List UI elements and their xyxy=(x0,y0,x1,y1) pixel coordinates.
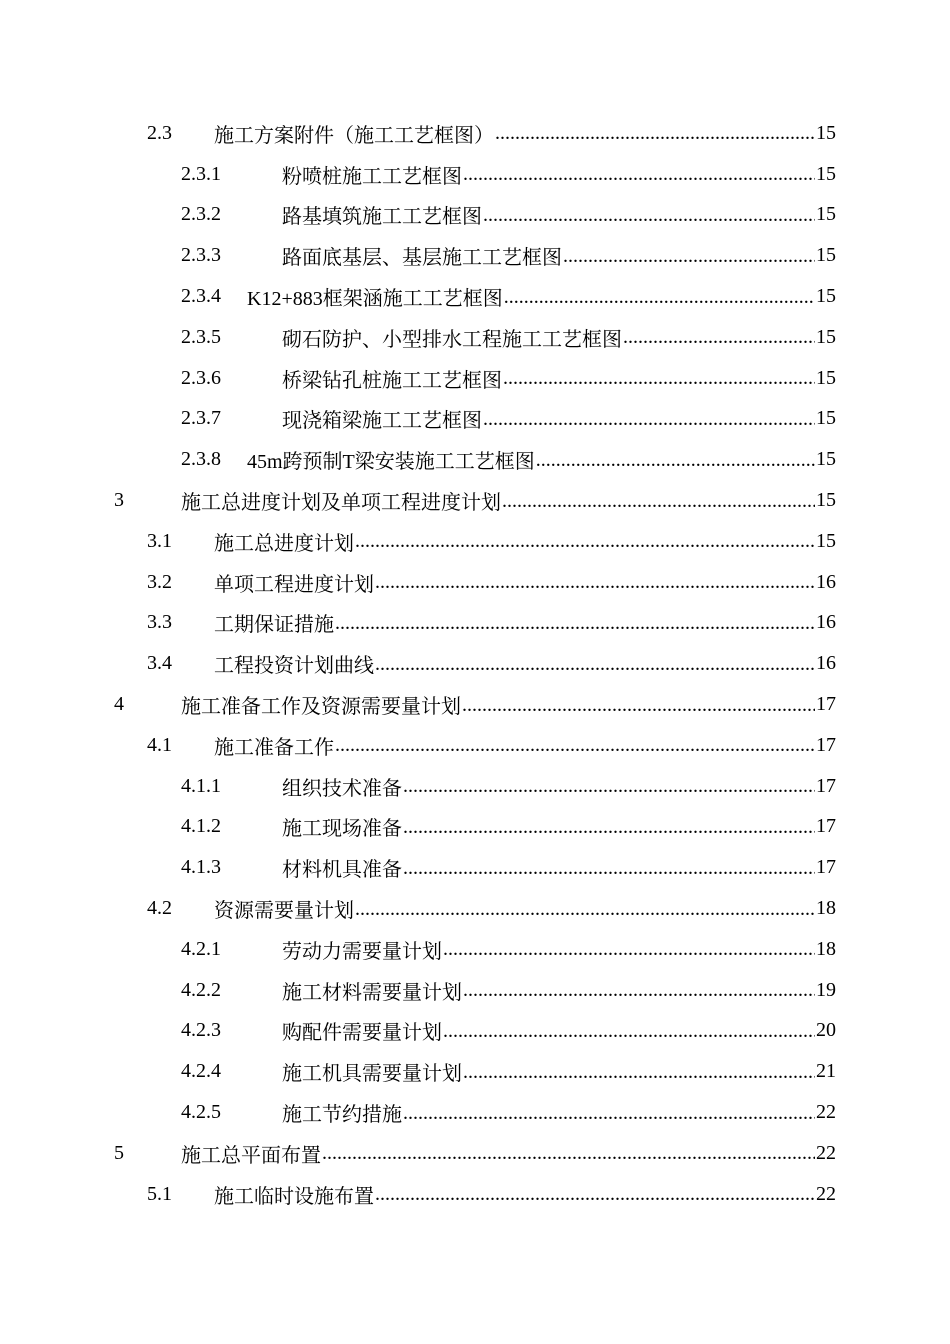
toc-entry-body xyxy=(282,935,836,964)
toc-entry-number: 2.3.2 xyxy=(181,203,221,226)
dot-leader xyxy=(463,1060,815,1084)
dot-leader xyxy=(463,162,815,186)
toc-entry[interactable] xyxy=(0,480,950,521)
toc-entry-page: 17 xyxy=(816,774,836,797)
dot-leader xyxy=(403,1101,815,1125)
toc-entry-body xyxy=(214,527,836,556)
toc-entry-title: 材料机具准备 xyxy=(282,859,402,882)
dot-leader xyxy=(355,529,815,553)
toc-entry-title: 路基填筑施工工艺框图 xyxy=(282,206,482,229)
toc-entry-number: 4.2.3 xyxy=(181,1019,221,1042)
toc-entry-page: 15 xyxy=(816,162,836,185)
toc-entry-title: 施工现场准备 xyxy=(282,818,402,841)
dot-leader xyxy=(503,366,815,390)
toc-entry-title: 施工总进度计划及单项工程进度计划 xyxy=(181,492,501,515)
toc-entry-title: 工程投资计划曲线 xyxy=(214,655,374,678)
toc-entry-page: 15 xyxy=(816,529,836,552)
toc-entry-page: 15 xyxy=(816,285,836,308)
toc-entry-title: 施工材料需要量计划 xyxy=(282,981,462,1004)
toc-entry[interactable] xyxy=(0,521,950,562)
toc-entry-number: 4.2 xyxy=(147,897,172,920)
table-of-contents xyxy=(0,113,950,1215)
toc-entry[interactable] xyxy=(0,154,950,195)
toc-entry-number: 3.1 xyxy=(147,529,172,552)
toc-entry-number: 3.4 xyxy=(147,652,172,675)
toc-entry-number: 4.1 xyxy=(147,733,172,756)
toc-entry-page: 17 xyxy=(816,733,836,756)
toc-entry-body xyxy=(282,323,836,352)
toc-entry-number: 2.3 xyxy=(147,121,172,144)
toc-entry-title: 组织技术准备 xyxy=(282,777,402,800)
toc-entry-page: 21 xyxy=(816,1060,836,1083)
toc-entry-body xyxy=(282,853,836,882)
toc-entry-number: 3 xyxy=(114,489,124,512)
toc-entry[interactable] xyxy=(0,562,950,603)
toc-entry-page: 15 xyxy=(816,489,836,512)
toc-entry-body xyxy=(214,649,836,678)
toc-entry-title: 现浇箱梁施工工艺框图 xyxy=(282,410,482,433)
toc-entry-title: K12+883框架涵施工工艺框图 xyxy=(247,288,503,311)
toc-entry-number: 4.2.1 xyxy=(181,937,221,960)
toc-entry-body xyxy=(282,160,836,189)
toc-entry-page: 15 xyxy=(816,448,836,471)
toc-entry-title: 施工机具需要量计划 xyxy=(282,1063,462,1086)
toc-entry-body xyxy=(282,241,836,270)
toc-entry-page: 16 xyxy=(816,652,836,675)
toc-entry-page: 16 xyxy=(816,570,836,593)
toc-entry-page: 18 xyxy=(816,937,836,960)
toc-entry-body xyxy=(282,812,836,841)
toc-entry-page: 17 xyxy=(816,856,836,879)
toc-entry[interactable] xyxy=(0,643,950,684)
toc-entry-body xyxy=(181,1139,836,1168)
dot-leader xyxy=(322,1141,815,1165)
toc-entry-number: 2.3.4 xyxy=(181,285,221,308)
toc-entry-page: 17 xyxy=(816,815,836,838)
toc-entry-number: 2.3.7 xyxy=(181,407,221,430)
toc-entry-title: 桥梁钻孔桩施工工艺框图 xyxy=(282,369,502,392)
dot-leader xyxy=(403,815,815,839)
toc-entry-title: 路面底基层、基层施工工艺框图 xyxy=(282,247,562,270)
toc-entry-body xyxy=(282,1057,836,1086)
toc-entry-title: 施工节约措施 xyxy=(282,1104,402,1127)
dot-leader xyxy=(355,897,815,921)
toc-entry[interactable] xyxy=(0,1051,950,1092)
toc-entry[interactable] xyxy=(0,358,950,399)
toc-entry[interactable] xyxy=(0,725,950,766)
toc-entry-number: 2.3.6 xyxy=(181,366,221,389)
toc-entry-title: 砌石防护、小型排水工程施工工艺框图 xyxy=(282,328,622,351)
toc-entry-page: 15 xyxy=(816,325,836,348)
toc-entry-title: 45m跨预制T梁安装施工工艺框图 xyxy=(247,451,535,474)
toc-entry-title: 粉喷桩施工工艺框图 xyxy=(282,165,462,188)
toc-entry-body xyxy=(247,445,836,474)
toc-entry[interactable] xyxy=(0,807,950,848)
toc-entry-number: 4.1.1 xyxy=(181,774,221,797)
toc-entry[interactable] xyxy=(0,399,950,440)
dot-leader xyxy=(463,978,815,1002)
dot-leader xyxy=(504,285,815,309)
toc-entry-number: 4.1.3 xyxy=(181,856,221,879)
toc-entry-page: 16 xyxy=(816,611,836,634)
toc-entry-number: 5.1 xyxy=(147,1182,172,1205)
toc-entry-title: 资源需要量计划 xyxy=(214,900,354,923)
toc-entry-page: 18 xyxy=(816,897,836,920)
toc-entry-title: 施工总平面布置 xyxy=(181,1144,321,1167)
dot-leader xyxy=(403,856,815,880)
toc-entry-body xyxy=(282,364,836,393)
toc-entry[interactable] xyxy=(0,276,950,317)
toc-entry[interactable] xyxy=(0,1092,950,1133)
toc-entry-page: 19 xyxy=(816,978,836,1001)
toc-entry[interactable] xyxy=(0,113,950,154)
toc-entry-page: 17 xyxy=(816,693,836,716)
toc-entry-body xyxy=(214,568,836,597)
toc-entry-body xyxy=(282,772,836,801)
toc-entry-page: 20 xyxy=(816,1019,836,1042)
toc-entry-page: 22 xyxy=(816,1141,836,1164)
toc-entry-title: 单项工程进度计划 xyxy=(214,573,374,596)
toc-entry-title: 施工总进度计划 xyxy=(214,532,354,555)
toc-entry-title: 施工临时设施布置 xyxy=(214,1185,374,1208)
toc-entry-number: 2.3.1 xyxy=(181,162,221,185)
dot-leader xyxy=(335,733,815,757)
toc-entry[interactable] xyxy=(0,439,950,480)
toc-entry[interactable] xyxy=(0,929,950,970)
dot-leader xyxy=(375,1182,815,1206)
toc-entry-page: 22 xyxy=(816,1101,836,1124)
toc-entry-body xyxy=(214,731,836,760)
toc-entry[interactable] xyxy=(0,1133,950,1174)
dot-leader xyxy=(443,937,815,961)
toc-entry-page: 22 xyxy=(816,1182,836,1205)
toc-entry-body xyxy=(247,282,836,311)
toc-entry-title: 劳动力需要量计划 xyxy=(282,940,442,963)
toc-entry-title: 购配件需要量计划 xyxy=(282,1022,442,1045)
toc-entry-body xyxy=(282,1016,836,1045)
dot-leader xyxy=(623,325,815,349)
dot-leader xyxy=(403,774,815,798)
toc-entry[interactable] xyxy=(0,847,950,888)
dot-leader xyxy=(375,652,815,676)
toc-entry-body xyxy=(282,1098,836,1127)
toc-entry[interactable] xyxy=(0,1011,950,1052)
toc-entry-body xyxy=(214,1180,836,1209)
dot-leader xyxy=(502,489,815,513)
toc-entry-body xyxy=(181,690,836,719)
toc-entry[interactable] xyxy=(0,195,950,236)
toc-entry[interactable] xyxy=(0,317,950,358)
toc-entry[interactable] xyxy=(0,970,950,1011)
toc-entry-number: 2.3.3 xyxy=(181,244,221,267)
toc-entry-page: 15 xyxy=(816,121,836,144)
dot-leader xyxy=(443,1019,815,1043)
toc-entry[interactable] xyxy=(0,603,950,644)
dot-leader xyxy=(375,570,815,594)
toc-entry-body xyxy=(214,894,836,923)
toc-entry-number: 4.2.4 xyxy=(181,1060,221,1083)
dot-leader xyxy=(536,448,815,472)
toc-entry-body xyxy=(214,608,836,637)
toc-entry[interactable] xyxy=(0,888,950,929)
toc-entry[interactable] xyxy=(0,766,950,807)
toc-entry-body xyxy=(282,404,836,433)
toc-entry-number: 5 xyxy=(114,1141,124,1164)
toc-entry-title: 施工准备工作及资源需要量计划 xyxy=(181,696,461,719)
dot-leader xyxy=(483,203,815,227)
toc-entry-page: 15 xyxy=(816,244,836,267)
dot-leader xyxy=(563,244,815,268)
toc-entry-body xyxy=(214,119,836,148)
toc-entry-number: 4 xyxy=(114,693,124,716)
toc-entry-number: 2.3.5 xyxy=(181,325,221,348)
toc-entry-title: 工期保证措施 xyxy=(214,614,334,637)
toc-entry[interactable] xyxy=(0,235,950,276)
toc-entry-page: 15 xyxy=(816,203,836,226)
dot-leader xyxy=(483,407,815,431)
toc-entry-title: 施工准备工作 xyxy=(214,736,334,759)
dot-leader xyxy=(495,121,815,145)
toc-entry-page: 15 xyxy=(816,407,836,430)
toc-entry-number: 3.3 xyxy=(147,611,172,634)
toc-entry-number: 4.2.5 xyxy=(181,1101,221,1124)
toc-entry-page: 15 xyxy=(816,366,836,389)
toc-entry-body xyxy=(282,200,836,229)
toc-entry-title: 施工方案附件（施工工艺框图） xyxy=(214,124,494,147)
dot-leader xyxy=(462,693,815,717)
toc-entry[interactable] xyxy=(0,684,950,725)
toc-entry-body xyxy=(181,486,836,515)
toc-entry-number: 3.2 xyxy=(147,570,172,593)
toc-entry-number: 4.2.2 xyxy=(181,978,221,1001)
toc-entry-number: 2.3.8 xyxy=(181,448,221,471)
toc-entry[interactable] xyxy=(0,1174,950,1215)
dot-leader xyxy=(335,611,815,635)
toc-entry-number: 4.1.2 xyxy=(181,815,221,838)
toc-entry-body xyxy=(282,976,836,1005)
